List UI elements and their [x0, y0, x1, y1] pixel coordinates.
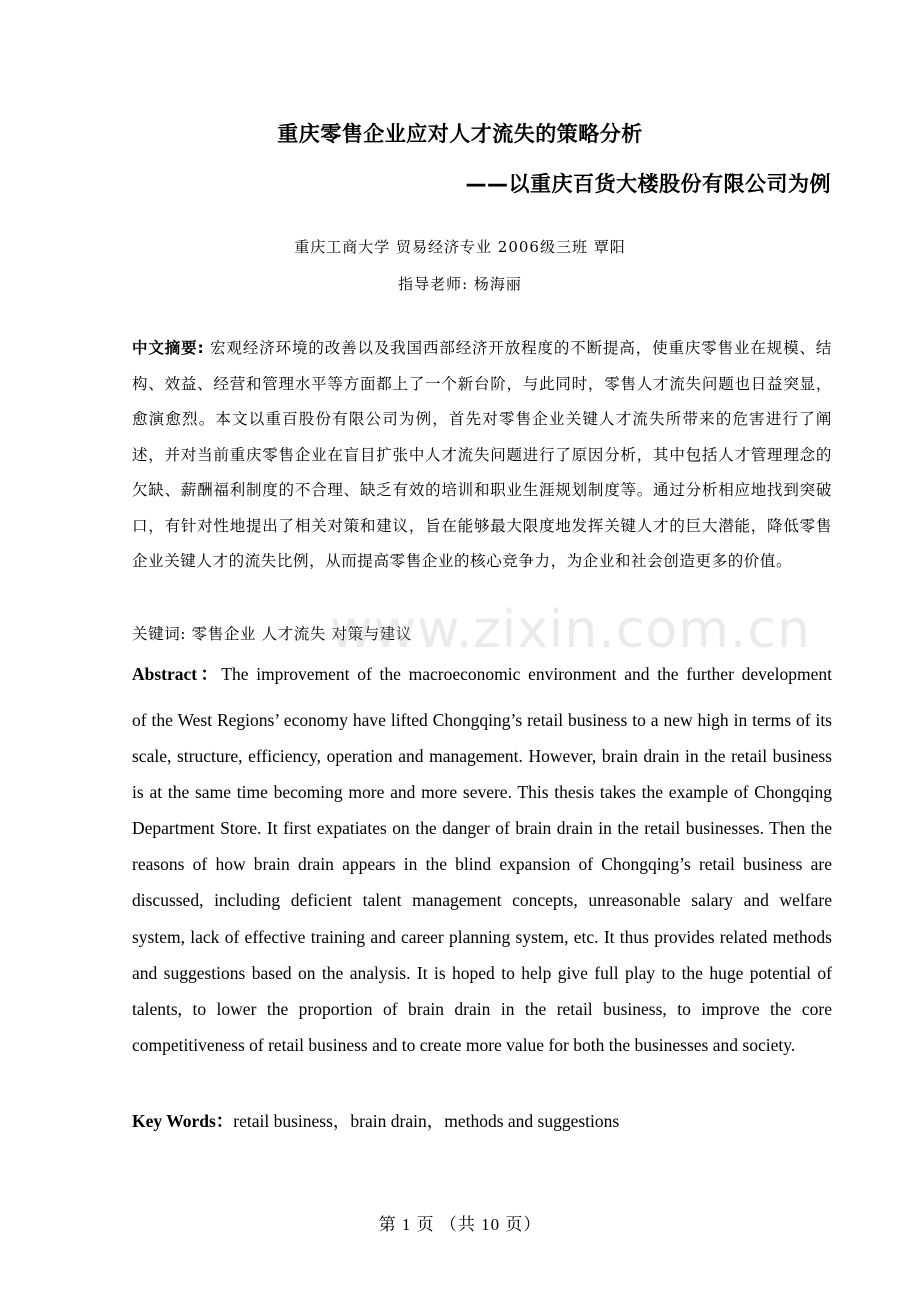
english-abstract-label: Abstract： [132, 664, 222, 684]
english-abstract-first-text: The improvement of the macroeconomic environment and the further development [221, 664, 832, 684]
chinese-abstract-label: 中文摘要: [132, 339, 205, 357]
english-keywords [132, 1106, 832, 1136]
chinese-abstract [132, 331, 832, 580]
english-abstract-body: of the West Regions’ economy have lifted Chongqing’s retail business to a new high in terms of its scale, structure, efficiency, operation and management. However, brain drain in the retail business is at the same time becoming more and more severe. This thesis takes the example of Chongqing Department Store. It first expatiates on the danger of brain drain in the retail businesses. Then the reasons of how brain drain appears in the blind expansion of Chongqing’s retail business are discussed, including deficient talent management concepts, unreasonable salary and welfare system, lack of effective training and career planning system, etc. It thus provides related methods and suggestions based on the analysis. It is hoped to help give full play to the huge potential of talents, to lower the proportion of brain drain in the retail business, to improve the core competitiveness of retail business and to create more value for both the businesses and society. [132, 710, 832, 1055]
chinese-keywords: 关键词: 零售企业 人才流失 对策与建议 [132, 625, 413, 643]
watermark: www.zixin.com.cn [330, 600, 811, 660]
advisor-line: 指导老师: 杨海丽 [398, 275, 522, 293]
english-abstract-first-line [132, 659, 832, 689]
chinese-abstract-text: 宏观经济环境的改善以及我国西部经济开放程度的不断提高，使重庆零售业在规模、结构、效益、经营和管理水平等方面都上了一个新台阶，与此同时，零售人才流失问题也日益突显，愈演愈烈。本文以重百股份有限公司为例，首先对零售企业关键人才流失所带来的危害进行了阐述，并对当前重庆零售企业在盲目扩张中人才流失问题进行了原因分析，其中包括人才管理理念的欠缺、薪酬福利制度的不合理、缺乏有效的培训和职业生涯规划制度等。通过分析相应地找到突破口，有针对性地提出了相关对策和建议，旨在能够最大限度地发挥关键人才的巨大潜能，降低零售企业关键人才的流失比例，从而提高零售企业的核心竞争力，为企业和社会创造更多的价值。 [132, 339, 832, 570]
english-keywords-text: retail business，brain drain，methods and suggestions [233, 1111, 620, 1131]
document-subtitle: ——以重庆百货大楼股份有限公司为例 [465, 172, 831, 196]
page-footer: 第 1 页 （共 10 页） [378, 1215, 542, 1234]
english-keywords-label: Key Words： [132, 1111, 234, 1131]
document-title: 重庆零售企业应对人才流失的策略分析 [277, 122, 643, 146]
author-line: 重庆工商大学 贸易经济专业 2006级三班 覃阳 [294, 238, 626, 256]
